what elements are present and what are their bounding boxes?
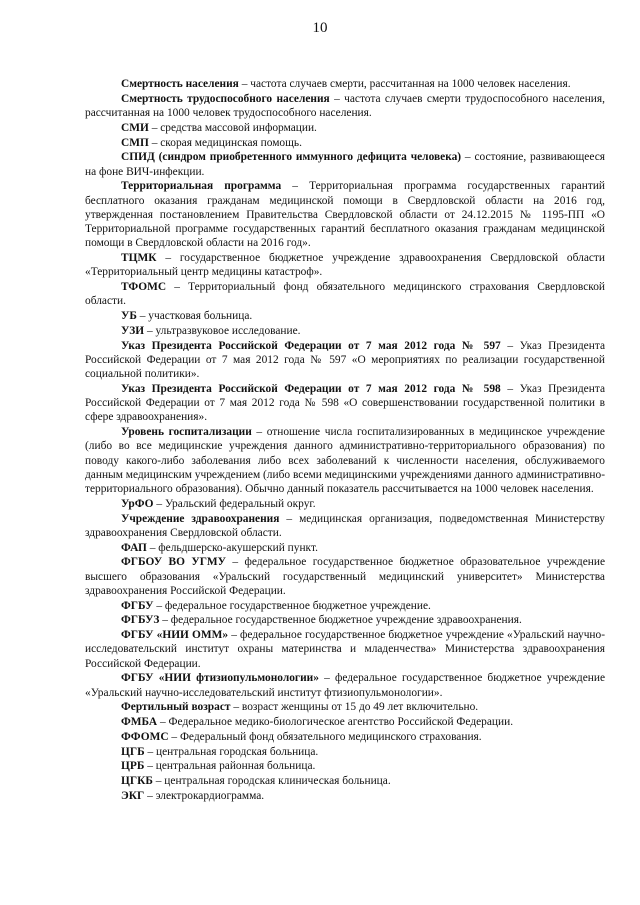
glossary-entry [85, 324, 605, 338]
glossary-term: СМП [121, 136, 149, 149]
glossary-separator: – [329, 92, 345, 105]
glossary-term: ФМБА [121, 716, 158, 728]
glossary-term: ТЦМК [121, 252, 157, 264]
glossary-entry [85, 671, 605, 700]
glossary-entry [85, 121, 605, 135]
page-number: 10 [312, 20, 328, 36]
glossary-separator: – [153, 497, 165, 510]
glossary-term: Учреждение здравоохранения [121, 512, 280, 525]
glossary-separator: – [148, 121, 161, 134]
glossary-entry [85, 382, 605, 425]
glossary-separator: – [251, 426, 267, 438]
glossary-definition: скорая медицинская помощь. [160, 136, 302, 149]
glossary-term: Фертильный возраст [121, 701, 231, 714]
glossary-term: Указ Президента Российской Федерации от 7 мая 2012 года № 597 [121, 339, 501, 352]
glossary-term: Уровень госпитализации [121, 426, 252, 438]
glossary-definition: центральная городская клиническая больница. [164, 775, 391, 787]
glossary-definition: участковая больница. [148, 310, 253, 322]
glossary-term: Смертность населения [121, 78, 239, 90]
glossary-term: Смертность трудоспособного населения [121, 92, 330, 105]
glossary-separator: – [144, 745, 157, 758]
glossary-separator: – [148, 136, 161, 149]
glossary-separator: – [136, 310, 149, 322]
glossary-term: ФГБУЗ [121, 614, 160, 627]
glossary-term: ТФОМС [121, 281, 167, 293]
glossary-definition: электрокардиограмма. [155, 789, 265, 802]
glossary-term: УрФО [121, 497, 154, 510]
glossary-separator: – [500, 339, 520, 352]
glossary-separator: – [153, 599, 165, 612]
glossary-term: СПИД (синдром приобретенного иммунного дефицита человека) [121, 151, 462, 164]
glossary-entry [85, 759, 605, 773]
glossary-term: Указ Президента Российской Федерации от 7 мая 2012 года № 598 [121, 382, 501, 395]
glossary-separator: – [159, 614, 171, 627]
glossary-separator: – [156, 252, 180, 264]
glossary-separator: – [144, 324, 156, 337]
glossary-term: УБ [121, 310, 137, 322]
glossary-definition: центральная городская больница. [156, 745, 319, 758]
glossary-definition: медицинская организация, подведомственная Министерству здравоохранения Свердловской области. [85, 512, 605, 539]
glossary-entry [85, 512, 605, 541]
glossary-entry [85, 628, 605, 671]
glossary-separator: – [168, 730, 180, 743]
glossary-entry [85, 599, 605, 613]
glossary-term: ЦГБ [121, 745, 145, 758]
glossary-separator: – [144, 789, 156, 802]
glossary-definition: частота случаев смерти, рассчитанная на 1000 человек населения. [250, 78, 571, 90]
glossary-term: ФФОМС [121, 730, 169, 743]
glossary-separator: – [281, 180, 310, 193]
glossary-separator: – [166, 281, 189, 293]
glossary-separator: – [152, 775, 165, 787]
glossary-term: УЗИ [121, 324, 145, 337]
glossary-definition: Территориальная программа государственных гарантий бесплатного оказания гражданам медицинской помощи в Свердловской области на 2016 год, утвержденная постановлением Правительства Свердловской области от 24.12.2015 № 1195-ПП «О Территориальной программе государственных гарантий бесплатного оказания гражданам медицинской помощи в Свердловской области на 2016 год». [85, 180, 606, 250]
glossary-term: Территориальная программа [121, 180, 282, 193]
glossary-definition: фельдшерско-акушерский пункт. [158, 541, 318, 554]
glossary-entry [85, 730, 605, 744]
glossary-separator: – [279, 512, 300, 525]
glossary-separator: – [228, 629, 241, 641]
glossary-term: ФГБОУ ВО УГМУ [121, 556, 226, 569]
glossary-entry [85, 77, 605, 91]
glossary-separator: – [500, 382, 520, 395]
glossary-term: ФГБУ «НИИ ОММ» [121, 629, 229, 641]
glossary-separator: – [146, 541, 159, 554]
glossary-entry [85, 280, 605, 309]
glossary-entry [85, 541, 605, 555]
glossary-separator: – [318, 672, 335, 685]
glossary-entry [85, 715, 605, 729]
glossary-term: ЦРБ [121, 760, 145, 773]
glossary-definition: федеральное государственное бюджетное учреждение здравоохранения. [170, 614, 522, 627]
glossary-definition: ультразвуковое исследование. [155, 324, 301, 337]
glossary-definition: возраст женщины от 15 до 49 лет включительно. [241, 701, 479, 714]
glossary-definition: средства массовой информации. [160, 121, 317, 134]
glossary-entry [85, 150, 605, 179]
glossary-definition: центральная районная больница. [155, 760, 316, 773]
glossary-entry [85, 745, 605, 759]
glossary-definition: состояние, развивающееся на фоне ВИЧ-инфекции. [85, 151, 605, 178]
glossary-entry [85, 789, 605, 803]
glossary-entry [85, 700, 605, 714]
glossary-separator: – [157, 716, 169, 728]
glossary-definition: федеральное государственное бюджетное учреждение «Уральский научно-исследовательский институт охраны материнства и младенчества» Министерства здравоохранения Российской Федерации. [85, 629, 606, 670]
glossary-entry [85, 179, 605, 250]
glossary-definition: Федеральное медико-биологическое агентство Российской Федерации. [168, 716, 514, 728]
glossary-entry [85, 774, 605, 788]
glossary-separator: – [461, 151, 475, 164]
glossary-definition: федеральное государственное бюджетное учреждение «Уральский научно-исследовательский институт фтизиопульмонологии». [85, 672, 606, 699]
glossary-definition: отношение числа госпитализированных в медицинское учреждение (либо во все медицинские учреждения данного административно-территориального образования) по поводу какого-либо заболевания либо всех заболеваний к численности населения, обслуживаемого данным медицинским учреждением (либо всеми медицинскими учреждениями данного административно-территориального образования). Обычно данный показатель рассчитывается на 1000 человек населения. [85, 426, 605, 495]
glossary-definition: Указ Президента Российской Федерации от 7 мая 2012 года № 598 «О совершенствовании государственной политики в сфере здравоохранения». [85, 382, 605, 424]
glossary-term: ФАП [121, 541, 147, 554]
glossary-entry [85, 136, 605, 150]
glossary-term: ФГБУ [121, 599, 154, 612]
glossary-definition: государственное бюджетное учреждение здравоохранения Свердловской области «Территориальный центр медицины катастроф». [85, 252, 606, 279]
glossary-definition: Федеральный фонд обязательного медицинского страхования. [179, 730, 482, 743]
glossary-separator: – [144, 760, 156, 773]
glossary-entry [85, 613, 605, 627]
glossary-entry [85, 92, 605, 121]
glossary-definition: частота случаев смерти трудоспособного населения, рассчитанная на 1000 человек трудоспособного населения. [85, 92, 605, 119]
glossary-definition: Территориальный фонд обязательного медицинского страхования Свердловской области. [85, 281, 605, 308]
glossary-separator: – [225, 556, 245, 569]
glossary-list [85, 77, 605, 804]
glossary-entry [85, 339, 605, 382]
glossary-definition: Указ Президента Российской Федерации от 7 мая 2012 года № 597 «О мероприятиях по реализации государственной социальной политики». [85, 339, 605, 380]
glossary-entry [85, 251, 605, 280]
glossary-definition: федеральное государственное бюджетное учреждение. [164, 599, 431, 612]
glossary-separator: – [230, 701, 242, 714]
glossary-entry [85, 555, 605, 598]
glossary-separator: – [238, 78, 251, 90]
glossary-term: ФГБУ «НИИ фтизиопульмонологии» [121, 672, 319, 685]
glossary-term: СМИ [121, 121, 149, 134]
glossary-entry [85, 309, 605, 323]
glossary-entry [85, 425, 605, 496]
glossary-definition: Уральский федеральный округ. [164, 497, 316, 510]
glossary-entry [85, 497, 605, 511]
glossary-term: ЭКГ [121, 789, 145, 802]
glossary-definition: федеральное государственное бюджетное образовательное учреждение высшего образования «Уральский государственный медицинский университет» Министерства здравоохранения Российской Федерации. [85, 556, 605, 597]
glossary-term: ЦГКБ [121, 775, 153, 787]
